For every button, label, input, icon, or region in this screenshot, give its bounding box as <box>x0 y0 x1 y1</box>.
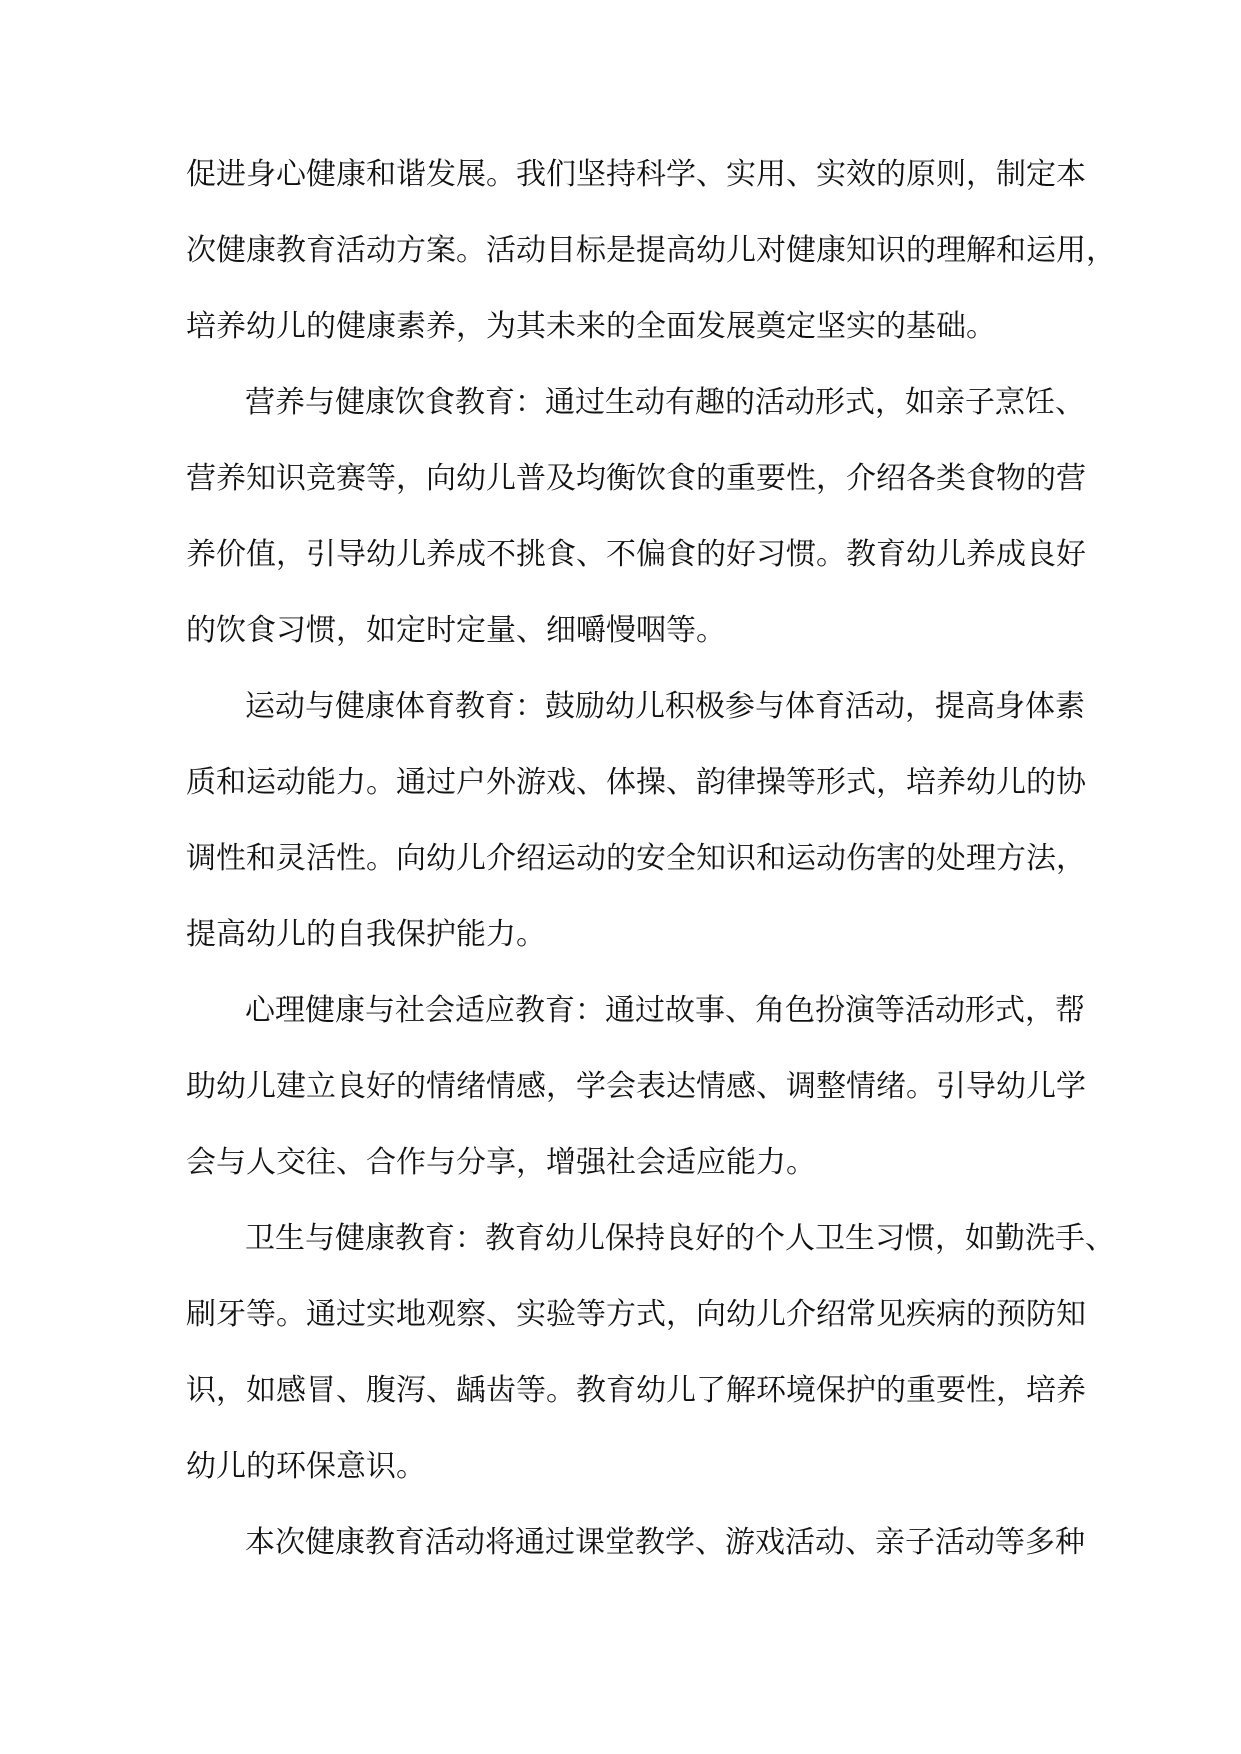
text-line: 营养知识竞赛等，向幼儿普及均衡饮食的重要性，介绍各类食物的营 <box>186 461 1086 496</box>
text-line: 运动与健康体育教育：鼓励幼儿积极参与体育活动，提高身体素 <box>245 689 1085 724</box>
text-line: 会与人交往、合作与分享，增强社会适应能力。 <box>186 1145 816 1180</box>
paragraph-exercise <box>186 669 1086 973</box>
text-line: 本次健康教育活动将通过课堂教学、游戏活动、亲子活动等多种 <box>245 1525 1085 1560</box>
text-line: 识，如感冒、腹泻、龋齿等。教育幼儿了解环境保护的重要性，培养 <box>186 1373 1086 1408</box>
text-line: 卫生与健康教育：教育幼儿保持良好的个人卫生习惯，如勤洗手、 <box>245 1221 1115 1256</box>
text-line: 营养与健康饮食教育：通过生动有趣的活动形式，如亲子烹饪、 <box>245 385 1085 420</box>
text-line: 的饮食习惯，如定时定量、细嚼慢咽等。 <box>186 613 726 648</box>
text-line: 质和运动能力。通过户外游戏、体操、韵律操等形式，培养幼儿的协 <box>186 765 1086 800</box>
text-line: 促进身心健康和谐发展。我们坚持科学、实用、实效的原则，制定本 <box>186 157 1086 192</box>
paragraph-mental-health <box>186 973 1086 1201</box>
text-line: 提高幼儿的自我保护能力。 <box>186 917 546 952</box>
text-line: 养价值，引导幼儿养成不挑食、不偏食的好习惯。教育幼儿养成良好 <box>186 537 1086 572</box>
document-body <box>186 137 1116 1581</box>
text-line: 刷牙等。通过实地观察、实验等方式，向幼儿介绍常见疾病的预防知 <box>186 1297 1086 1332</box>
text-line: 次健康教育活动方案。活动目标是提高幼儿对健康知识的理解和运用， <box>186 233 1116 268</box>
paragraph-hygiene <box>186 1201 1115 1505</box>
paragraph-closing <box>186 1505 1085 1581</box>
paragraph-nutrition <box>186 365 1086 669</box>
paragraph-intro <box>186 137 1116 365</box>
text-line: 心理健康与社会适应教育：通过故事、角色扮演等活动形式，帮 <box>245 993 1085 1028</box>
text-line: 培养幼儿的健康素养，为其未来的全面发展奠定坚实的基础。 <box>186 309 996 344</box>
text-line: 助幼儿建立良好的情绪情感，学会表达情感、调整情绪。引导幼儿学 <box>186 1069 1086 1104</box>
text-line: 幼儿的环保意识。 <box>186 1449 426 1484</box>
text-line: 调性和灵活性。向幼儿介绍运动的安全知识和运动伤害的处理方法， <box>186 841 1086 876</box>
